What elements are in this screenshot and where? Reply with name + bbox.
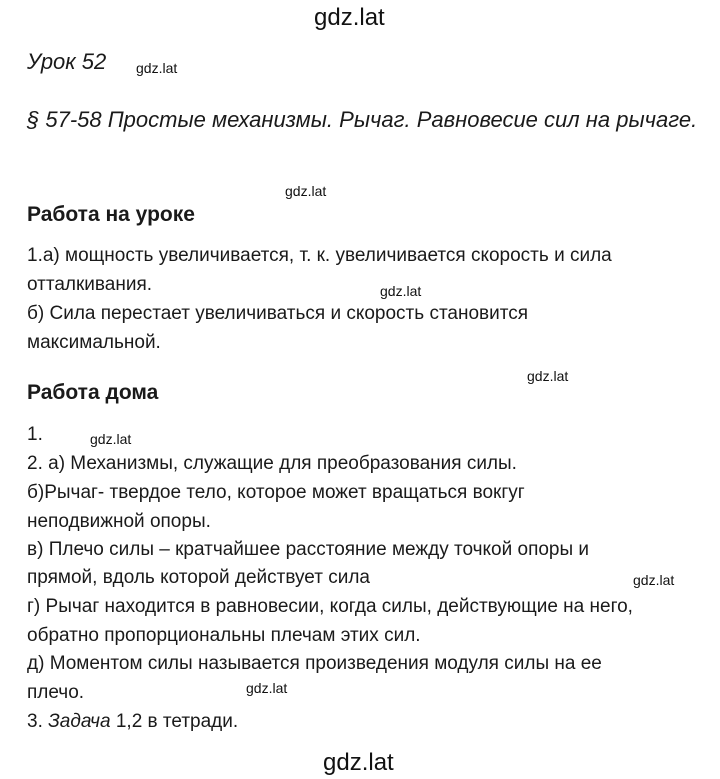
watermark: gdz.lat <box>136 60 178 76</box>
class-work-line: отталкивания. <box>27 274 153 295</box>
watermark-bottom: gdz.lat <box>323 749 394 776</box>
watermark: gdz.lat <box>380 283 422 299</box>
watermark: gdz.lat <box>285 183 327 199</box>
watermark: gdz.lat <box>527 368 569 384</box>
home-work-line: б)Рычаг- твердое тело, которое может вращаться вокгуг <box>27 482 525 503</box>
watermark: gdz.lat <box>90 431 132 447</box>
section-title: § 57-58 Простые механизмы. Рычаг. Равновесие сил на рычаге. <box>27 107 698 132</box>
class-work-line: максимальной. <box>27 332 161 353</box>
home-work-heading: Работа дома <box>27 381 159 404</box>
task-word: Задача <box>48 711 111 732</box>
home-work-line: неподвижной опоры. <box>27 511 211 532</box>
home-work-line: г) Рычаг находится в равновесии, когда силы, действующие на него, <box>27 596 633 617</box>
home-work-line: 2. а) Механизмы, служащие для преобразования силы. <box>27 453 517 474</box>
home-work-task <box>27 711 238 733</box>
task-number: 3. <box>27 711 43 732</box>
home-work-line: в) Плечо силы – кратчайшее расстояние между точкой опоры и <box>27 539 590 560</box>
home-work-line: 1. <box>27 424 43 445</box>
watermark: gdz.lat <box>633 572 675 588</box>
task-rest: 1,2 в тетради. <box>115 711 239 732</box>
watermark: gdz.lat <box>246 680 288 696</box>
lesson-title: Урок 52 <box>27 49 107 74</box>
class-work-line: 1.а) мощность увеличивается, т. к. увеличивается скорость и сила <box>27 245 612 266</box>
watermark-top: gdz.lat <box>314 4 385 31</box>
class-work-heading: Работа на уроке <box>27 203 195 226</box>
class-work-line: б) Сила перестает увеличиваться и скорость становится <box>27 303 529 324</box>
home-work-line: обратно пропорциональны плечам этих сил. <box>27 625 421 646</box>
home-work-line: прямой, вдоль которой действует сила <box>27 567 370 588</box>
home-work-line: д) Моментом силы называется произведения модуля силы на ее <box>27 653 602 674</box>
home-work-line: плечо. <box>27 682 85 703</box>
